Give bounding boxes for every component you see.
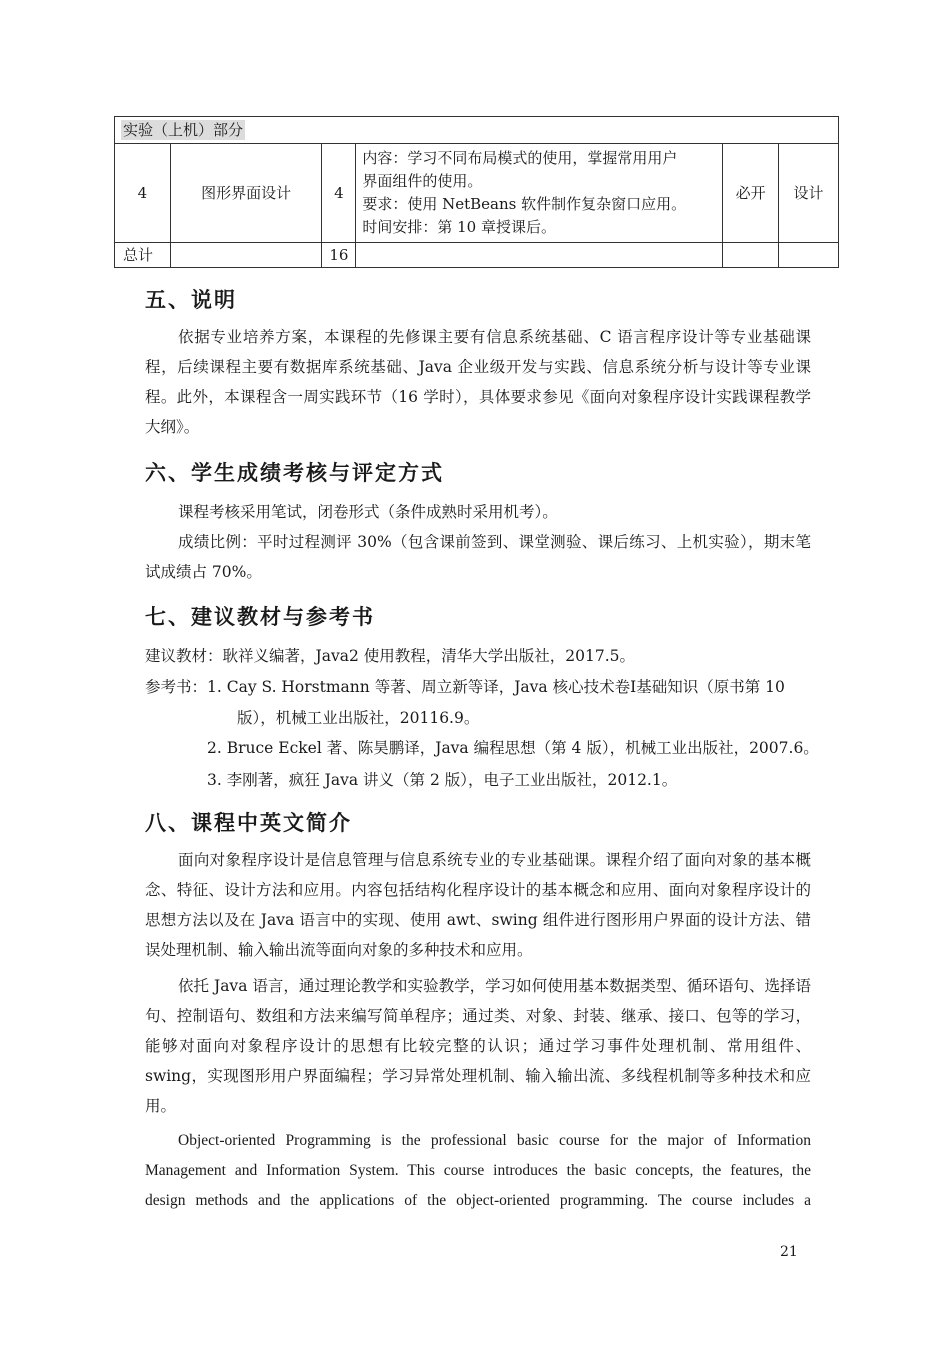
section-8-p1: 面向对象程序设计是信息管理与信息系统专业的专业基础课。课程介绍了面向对象的基本概念、特征、设计方法和应用。内容包括结构化程序设计的基本概念和应用、面向对象程序设计的思想方法以及在 Java 语言中的实现、使用 awt、swing 组件进行图形用户界面的设计方法、错误处理机制、输入输出流等面向对象的多种技术和应用。 [145,851,811,959]
row-name: 图形界面设计 [170,144,322,243]
content-line: 要求：使用 NetBeans 软件制作复杂窗口应用。 [362,195,687,213]
section-5-body: 依据专业培养方案，本课程的先修课主要有信息系统基础、C 语言程序设计等专业基础课程，后续课程主要有数据库系统基础、Java 企业级开发与实践、信息系统分析与设计等专业课程。此外，本课程含一周实践环节（16 学时），具体要求参见《面向对象程序设计实践课程教学大纲》。 [145,328,811,436]
table-total-row [115,243,839,268]
total-empty-cell [356,243,723,268]
section-heading-5: 五、说明 [145,288,237,312]
total-hours: 16 [322,243,356,268]
total-empty-cell [170,243,322,268]
section-8-english [145,1126,811,1216]
content-line: 时间安排：第 10 章授课后。 [362,218,556,236]
content-line: 界面组件的使用。 [362,172,483,190]
page-number: 21 [780,1244,798,1260]
section-6-p2: 成绩比例：平时过程测评 30%（包含课前签到、课堂测验、课后练习、上机实验），期末笔试成绩占 70%。 [145,533,811,581]
total-empty-cell [723,243,779,268]
english-line: Object-oriented Programming is the professional basic course for the major of Information [178,1132,811,1149]
reference-2: 2. Bruce Eckel 著、陈昊鹏译，Java 编程思想（第 4 版），机械工业出版社，2007.6。 [207,739,819,757]
english-line: design methods and the applications of the object-oriented programming. The course includes a [145,1192,811,1209]
table-section-row [115,117,839,144]
content-line: 内容：学习不同布局模式的使用，掌握常用用户 [362,149,678,167]
section-8-p2: 依托 Java 语言，通过理论教学和实验教学，学习如何使用基本数据类型、循环语句、选择语句、控制语句、数组和方法来编写简单程序；通过类、对象、封装、继承、接口、包等的学习，能够对面向对象程序设计的思想有比较完整的认识；通过学习事件处理机制、常用组件、swing，实现图形用户界面编程；学习异常处理机制、输入输出流、多线程机制等多种技术和应用。 [145,977,811,1115]
textbook-line: 建议教材：耿祥义编著，Java2 使用教程，清华大学出版社，2017.5。 [145,647,635,665]
section-6-p1: 课程考核采用笔试，闭卷形式（条件成熟时采用机考）。 [178,503,558,521]
section-label: 实验（上机）部分 [123,121,244,139]
total-label: 总计 [115,243,171,268]
english-line: Management and Information System. This course introduces the basic concepts, the features, the [145,1162,811,1179]
total-empty-cell [779,243,839,268]
row-content [356,144,723,243]
reference-3: 3. 李刚著，疯狂 Java 讲义（第 2 版），电子工业出版社，2012.1。 [207,771,678,789]
reference-1b: 版），机械工业出版社，20116.9。 [237,709,480,727]
reference-prefix: 参考书： [145,678,208,696]
section-heading-7: 七、建议教材与参考书 [145,605,375,629]
section-heading-8: 八、课程中英文简介 [145,811,352,835]
reference-1a: 1. Cay S. Horstmann 等著、周立新等译，Java 核心技术卷Ⅰ基础知识（原书第 10 [207,678,785,696]
row-hours: 4 [322,144,356,243]
row-type: 设计 [779,144,839,243]
row-number: 4 [115,144,171,243]
row-requirement: 必开 [723,144,779,243]
section-label-cell [115,117,839,144]
table-row [115,144,839,243]
lab-schedule-table [114,116,839,268]
section-heading-6: 六、学生成绩考核与评定方式 [145,461,444,485]
